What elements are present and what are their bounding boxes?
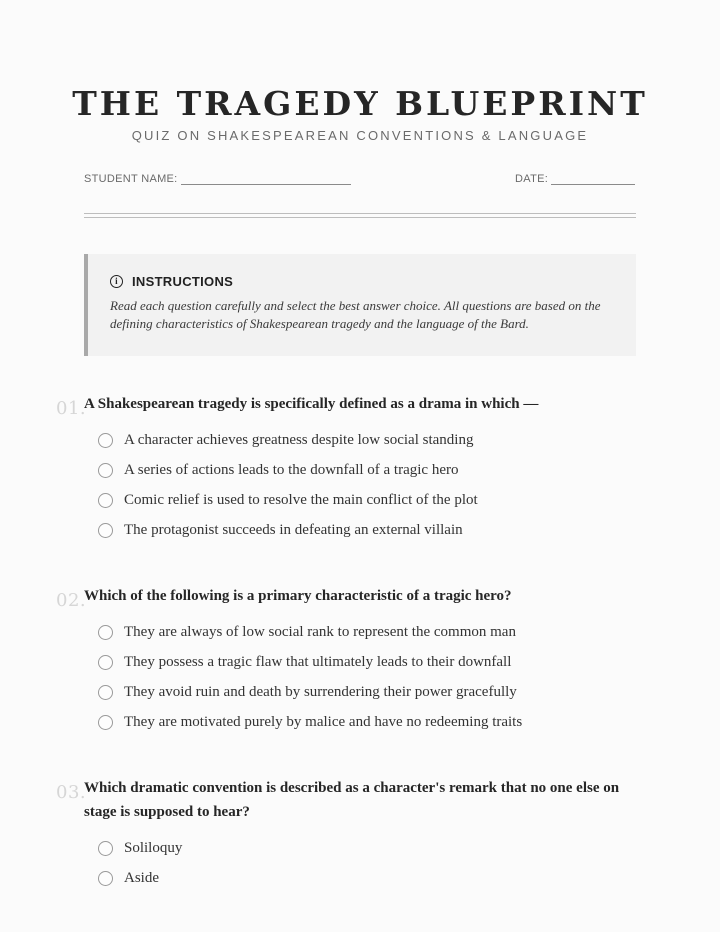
answer-option[interactable] (98, 684, 517, 701)
radio-button[interactable] (98, 493, 113, 508)
date-line[interactable] (551, 174, 635, 185)
option-label: Aside (124, 870, 159, 886)
page-subtitle: QUIZ ON SHAKESPEAREAN CONVENTIONS & LANGUAGE (131, 128, 589, 143)
radio-button[interactable] (98, 841, 113, 856)
instructions-heading: INSTRUCTIONS (132, 274, 234, 289)
student-name-label: STUDENT NAME: (84, 173, 178, 185)
answer-option[interactable] (98, 522, 463, 539)
option-label: A series of actions leads to the downfall of a tragic hero (124, 462, 459, 478)
question-number: 02. (56, 590, 87, 611)
radio-button[interactable] (98, 871, 113, 886)
info-icon: i (110, 275, 123, 288)
radio-button[interactable] (98, 715, 113, 730)
date-field[interactable] (515, 173, 635, 185)
answer-option[interactable] (98, 840, 182, 857)
question-number: 01. (56, 398, 87, 419)
radio-button[interactable] (98, 433, 113, 448)
answer-option[interactable] (98, 624, 516, 641)
student-name-field[interactable] (84, 173, 351, 185)
instructions-text: Read each question carefully and select the best answer choice. All questions are based on the defining characteristics of Shakespearean tragedy and the language of the Bard. (110, 298, 601, 331)
option-label: A character achieves greatness despite low social standing (124, 432, 474, 448)
option-label: They possess a tragic flaw that ultimately leads to their downfall (124, 654, 512, 670)
question-text: Which dramatic convention is described as a character's remark that no one else on stage is supposed to hear? (84, 780, 620, 820)
option-label: They are motivated purely by malice and have no redeeming traits (124, 714, 523, 730)
instructions-heading-row (110, 274, 612, 289)
answer-option[interactable] (98, 870, 159, 887)
answer-option[interactable] (98, 432, 473, 449)
option-label: They avoid ruin and death by surrendering their power gracefully (124, 684, 517, 700)
answer-option[interactable] (98, 462, 458, 479)
question-number: 03. (56, 782, 87, 803)
radio-button[interactable] (98, 523, 113, 538)
instructions-box (84, 254, 636, 356)
radio-button[interactable] (98, 685, 113, 700)
page-title: THE TRAGEDY BLUEPRINT (72, 84, 648, 123)
option-label: They are always of low social rank to represent the common man (124, 624, 516, 640)
answer-option[interactable] (98, 654, 511, 671)
answer-option[interactable] (98, 714, 522, 731)
header-divider (84, 213, 636, 218)
answer-option[interactable] (98, 492, 478, 509)
option-label: Soliloquy (124, 840, 183, 856)
question-text: Which of the following is a primary characteristic of a tragic hero? (84, 588, 512, 604)
radio-button[interactable] (98, 625, 113, 640)
question-text: A Shakespearean tragedy is specifically defined as a drama in which — (84, 396, 539, 412)
student-name-line[interactable] (181, 174, 351, 185)
option-label: The protagonist succeeds in defeating an external villain (124, 522, 463, 538)
radio-button[interactable] (98, 463, 113, 478)
date-label: DATE: (515, 173, 549, 185)
radio-button[interactable] (98, 655, 113, 670)
option-label: Comic relief is used to resolve the main conflict of the plot (124, 492, 478, 508)
